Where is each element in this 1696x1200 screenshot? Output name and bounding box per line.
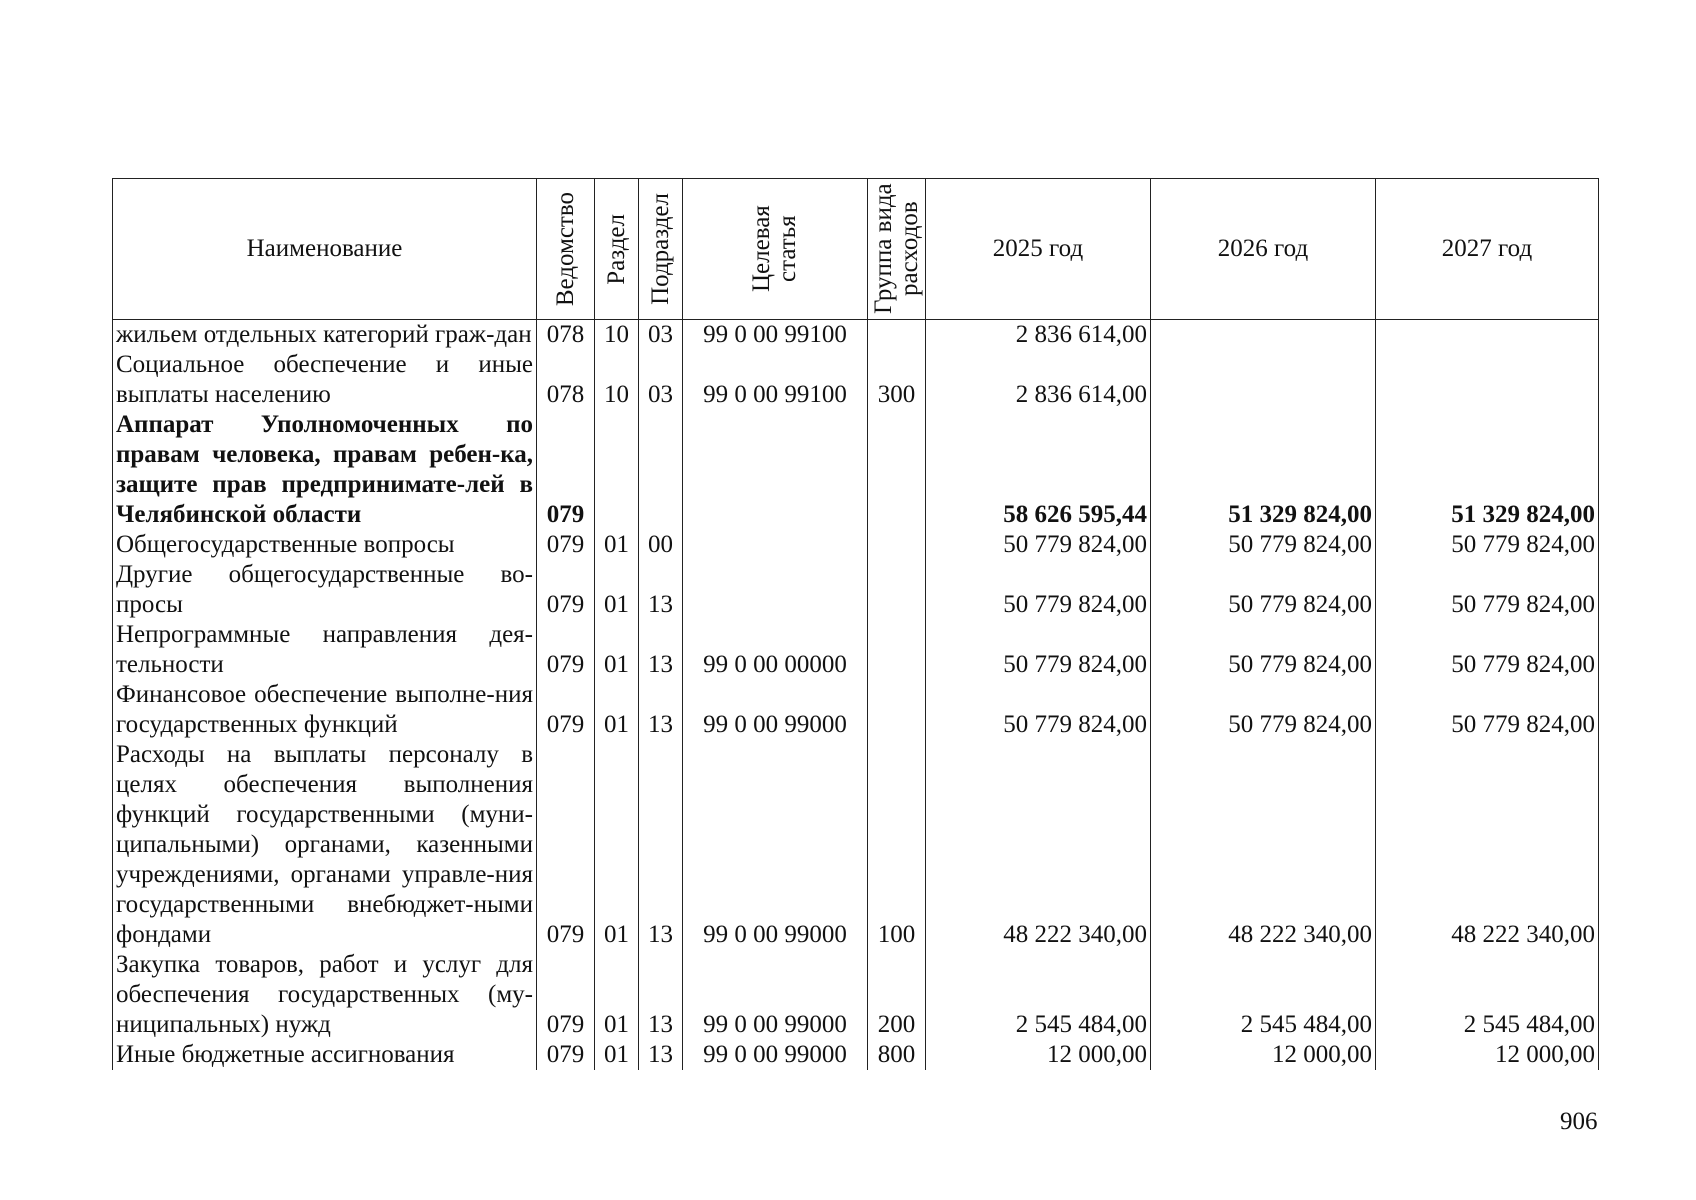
row-2026: 48 222 340,00 — [1151, 740, 1376, 950]
row-target: 99 0 00 99000 — [683, 680, 868, 740]
row-2025: 50 779 824,00 — [926, 560, 1151, 620]
row-subsection: 00 — [639, 530, 683, 560]
header-section: Раздел — [595, 179, 639, 320]
row-target — [683, 410, 868, 530]
table-row — [113, 410, 1599, 530]
row-2027: 51 329 824,00 — [1376, 410, 1599, 530]
table-row — [113, 620, 1599, 680]
row-name: жильем отдельных категорий граж-дан — [113, 320, 537, 351]
row-target — [683, 530, 868, 560]
row-subsection: 13 — [639, 560, 683, 620]
row-dept: 079 — [537, 530, 595, 560]
row-target: 99 0 00 99000 — [683, 740, 868, 950]
row-group: 800 — [868, 1040, 926, 1070]
row-2026: 2 545 484,00 — [1151, 950, 1376, 1040]
header-2027: 2027 год — [1376, 179, 1599, 320]
table-row — [113, 320, 1599, 351]
row-subsection: 13 — [639, 1040, 683, 1070]
row-dept: 078 — [537, 320, 595, 351]
row-dept: 079 — [537, 410, 595, 530]
row-group: 200 — [868, 950, 926, 1040]
budget-table — [112, 178, 1599, 1070]
row-target — [683, 560, 868, 620]
row-group — [868, 560, 926, 620]
table-row — [113, 740, 1599, 950]
table-body — [113, 320, 1599, 1071]
row-name: Иные бюджетные ассигнования — [113, 1040, 537, 1070]
row-name: Закупка товаров, работ и услуг для обеспечения государственных (му-ниципальных) нужд — [113, 950, 537, 1040]
row-2027: 12 000,00 — [1376, 1040, 1599, 1070]
row-2026: 12 000,00 — [1151, 1040, 1376, 1070]
row-dept: 079 — [537, 680, 595, 740]
header-2025: 2025 год — [926, 179, 1151, 320]
row-group — [868, 320, 926, 351]
row-2026: 50 779 824,00 — [1151, 620, 1376, 680]
row-target: 99 0 00 99100 — [683, 320, 868, 351]
header-dept: Ведомство — [537, 179, 595, 320]
row-2027: 50 779 824,00 — [1376, 620, 1599, 680]
row-subsection: 13 — [639, 740, 683, 950]
table-row — [113, 1040, 1599, 1070]
row-2027 — [1376, 350, 1599, 410]
row-2026 — [1151, 320, 1376, 351]
header-group: Группа вида расходов — [868, 179, 926, 320]
row-section: 01 — [595, 680, 639, 740]
row-2025: 2 836 614,00 — [926, 320, 1151, 351]
table-row — [113, 560, 1599, 620]
row-2025: 2 836 614,00 — [926, 350, 1151, 410]
row-target: 99 0 00 99000 — [683, 1040, 868, 1070]
row-dept: 079 — [537, 740, 595, 950]
header-name: Наименование — [113, 179, 537, 320]
row-2027: 48 222 340,00 — [1376, 740, 1599, 950]
row-2025: 58 626 595,44 — [926, 410, 1151, 530]
row-2025: 2 545 484,00 — [926, 950, 1151, 1040]
row-2026: 50 779 824,00 — [1151, 560, 1376, 620]
row-2026: 51 329 824,00 — [1151, 410, 1376, 530]
page-number: 906 — [1560, 1108, 1598, 1135]
row-subsection: 13 — [639, 950, 683, 1040]
row-2025: 50 779 824,00 — [926, 530, 1151, 560]
row-subsection — [639, 410, 683, 530]
row-2025: 50 779 824,00 — [926, 620, 1151, 680]
row-section: 01 — [595, 1040, 639, 1070]
row-2026 — [1151, 350, 1376, 410]
row-name: Аппарат Уполномоченных по правам человека, правам ребен-ка, защите прав предпринимате-лей в Челябинской области — [113, 410, 537, 530]
row-2027: 50 779 824,00 — [1376, 530, 1599, 560]
row-section: 01 — [595, 740, 639, 950]
row-target: 99 0 00 99100 — [683, 350, 868, 410]
table-row — [113, 950, 1599, 1040]
table-row — [113, 350, 1599, 410]
table-header — [113, 179, 1599, 320]
row-name: Финансовое обеспечение выполне-ния государственных функций — [113, 680, 537, 740]
row-group — [868, 530, 926, 560]
row-2025: 12 000,00 — [926, 1040, 1151, 1070]
row-2025: 48 222 340,00 — [926, 740, 1151, 950]
row-section: 10 — [595, 350, 639, 410]
row-target: 99 0 00 00000 — [683, 620, 868, 680]
row-section: 01 — [595, 950, 639, 1040]
row-2027: 50 779 824,00 — [1376, 560, 1599, 620]
row-name: Общегосударственные вопросы — [113, 530, 537, 560]
row-name: Другие общегосударственные во-просы — [113, 560, 537, 620]
row-dept: 079 — [537, 950, 595, 1040]
row-2027: 2 545 484,00 — [1376, 950, 1599, 1040]
row-subsection: 13 — [639, 620, 683, 680]
header-target: Целевая статья — [683, 179, 868, 320]
row-dept: 079 — [537, 560, 595, 620]
row-section — [595, 410, 639, 530]
row-section: 10 — [595, 320, 639, 351]
row-group: 100 — [868, 740, 926, 950]
row-subsection: 13 — [639, 680, 683, 740]
row-group — [868, 680, 926, 740]
row-2025: 50 779 824,00 — [926, 680, 1151, 740]
row-subsection: 03 — [639, 320, 683, 351]
row-name: Непрограммные направления дея-тельности — [113, 620, 537, 680]
row-subsection: 03 — [639, 350, 683, 410]
row-section: 01 — [595, 530, 639, 560]
row-2027 — [1376, 320, 1599, 351]
row-2026: 50 779 824,00 — [1151, 530, 1376, 560]
row-2027: 50 779 824,00 — [1376, 680, 1599, 740]
header-2026: 2026 год — [1151, 179, 1376, 320]
table-row — [113, 530, 1599, 560]
header-subsection: Подраздел — [639, 179, 683, 320]
row-section: 01 — [595, 620, 639, 680]
table-row — [113, 680, 1599, 740]
row-name: Расходы на выплаты персоналу в целях обеспечения выполнения функций государственными (муни-ципальными) органами, казенными учреждениями, органами управле-ния государственными внебюджет-ными фондами — [113, 740, 537, 950]
row-group: 300 — [868, 350, 926, 410]
row-2026: 50 779 824,00 — [1151, 680, 1376, 740]
row-name: Социальное обеспечение и иные выплаты населению — [113, 350, 537, 410]
row-dept: 079 — [537, 1040, 595, 1070]
row-dept: 079 — [537, 620, 595, 680]
row-section: 01 — [595, 560, 639, 620]
row-group — [868, 620, 926, 680]
row-target: 99 0 00 99000 — [683, 950, 868, 1040]
header-row — [113, 179, 1599, 320]
row-dept: 078 — [537, 350, 595, 410]
row-group — [868, 410, 926, 530]
